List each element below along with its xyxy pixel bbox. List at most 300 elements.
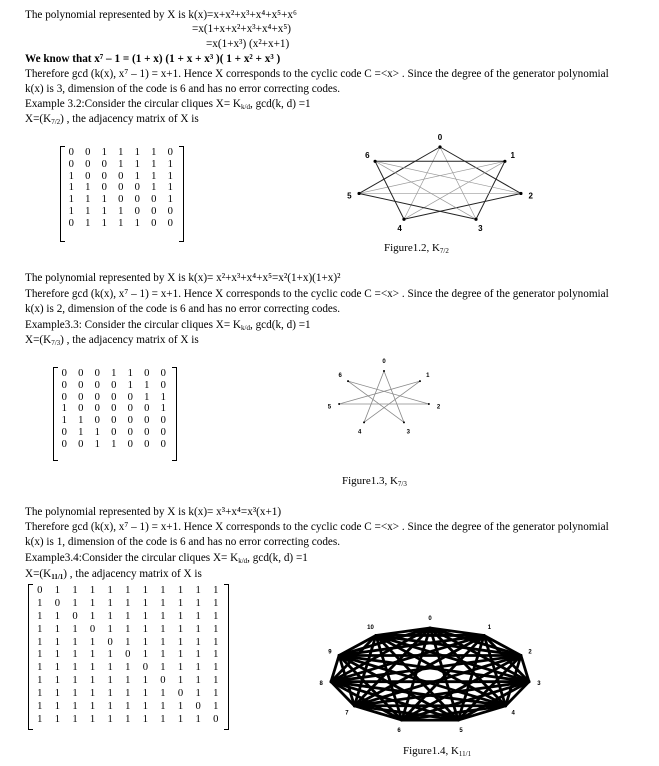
matrix-cell: 1 bbox=[144, 379, 150, 391]
matrix-cell: 1 bbox=[72, 636, 78, 648]
matrix-cell: 1 bbox=[195, 610, 201, 622]
matrix-cell: 0 bbox=[127, 403, 133, 415]
matrix-cell: 1 bbox=[160, 391, 166, 403]
matrix-cell: 1 bbox=[89, 688, 96, 700]
matrix-cell: 1 bbox=[213, 636, 219, 648]
graph-vertex bbox=[474, 218, 477, 221]
matrix-cell: 0 bbox=[94, 415, 100, 427]
matrix-cell: 1 bbox=[195, 662, 201, 674]
vertex-label: 5 bbox=[459, 727, 463, 734]
matrix-cell: 0 bbox=[94, 391, 100, 403]
vertex-label: 2 bbox=[528, 191, 533, 201]
vertex-label: 0 bbox=[382, 359, 386, 366]
matrix-cell: 1 bbox=[125, 623, 131, 635]
matrix-cell: 0 bbox=[111, 379, 117, 391]
matrix-cell: 0 bbox=[68, 147, 74, 158]
matrix-cell: 1 bbox=[160, 623, 166, 635]
matrix-cell: 1 bbox=[107, 688, 113, 700]
graph-vertex bbox=[403, 421, 405, 423]
matrix-cell: 1 bbox=[167, 194, 173, 206]
matrix-cell: 1 bbox=[151, 170, 157, 182]
matrix-cell: 0 bbox=[78, 368, 84, 379]
matrix-cell: 0 bbox=[118, 170, 124, 182]
graph-vertex bbox=[330, 680, 333, 683]
matrix-cell: 1 bbox=[142, 649, 148, 661]
matrix-cell: 1 bbox=[160, 688, 166, 700]
matrix-cell: 1 bbox=[160, 701, 166, 713]
matrix-cell: 1 bbox=[37, 636, 43, 648]
matrix-cell: 0 bbox=[72, 610, 78, 622]
matrix-cell: 1 bbox=[54, 636, 61, 648]
matrix-cell: 1 bbox=[54, 701, 61, 713]
matrix-cell: 0 bbox=[127, 391, 133, 403]
matrix-cell: 1 bbox=[177, 713, 184, 725]
vertex-label: 9 bbox=[328, 649, 332, 656]
matrix-cell: 0 bbox=[142, 662, 148, 674]
matrix-cell: 0 bbox=[160, 675, 166, 687]
matrix-cell: 0 bbox=[94, 403, 100, 415]
matrix-cell: 1 bbox=[72, 688, 78, 700]
matrix-cell: 1 bbox=[89, 585, 96, 596]
matrix-cell: 1 bbox=[160, 610, 166, 622]
matrix-cell: 0 bbox=[144, 426, 150, 438]
matrix-cell: 0 bbox=[167, 147, 173, 158]
matrix-cell: 1 bbox=[213, 688, 219, 700]
vertex-label: 1 bbox=[426, 373, 430, 380]
matrix-cell: 0 bbox=[151, 205, 157, 217]
vertex-label: 0 bbox=[437, 132, 443, 142]
vertex-label: 4 bbox=[511, 710, 515, 717]
matrix-cell: 1 bbox=[213, 623, 219, 635]
matrix-cell: 0 bbox=[61, 379, 67, 391]
matrix-cell: 1 bbox=[68, 182, 74, 194]
matrix-cell: 0 bbox=[61, 438, 67, 450]
equation-line-2: =x(1+x+x²+x³+x⁴+x⁵) bbox=[192, 23, 291, 35]
xdef-line-2: $X=(K_{7/3})$ , the adjacency matrix of X is bbox=[25, 334, 199, 347]
matrix-cell: 0 bbox=[177, 688, 184, 700]
matrix-cell: 0 bbox=[195, 701, 201, 713]
matrix-cell: 1 bbox=[54, 585, 61, 596]
matrix-cell: 1 bbox=[89, 636, 96, 648]
matrix-cell: 1 bbox=[177, 636, 184, 648]
matrix-cell: 1 bbox=[213, 701, 219, 713]
graph-edge bbox=[359, 193, 476, 219]
matrix-cell: 1 bbox=[89, 597, 96, 609]
matrix-cell: 0 bbox=[134, 182, 140, 194]
example-line-1: Example 3.2:Consider the circular cliques $X= K_{k/d}$, gcd(k, d) =1 bbox=[25, 98, 311, 111]
graph-vertex bbox=[338, 654, 341, 657]
matrix-cell: 1 bbox=[37, 675, 43, 687]
gcd-line-1: Therefore gcd (k(x), x⁷ – 1) = x+1. Hence X corresponds to the cyclic code C =<x> . Since the degree of the generator polynomial bbox=[25, 68, 609, 80]
matrix-cell: 0 bbox=[160, 438, 166, 450]
matrix-cell: 1 bbox=[54, 649, 61, 661]
matrix-cell: 1 bbox=[118, 205, 124, 217]
matrix-cell: 1 bbox=[37, 713, 43, 725]
matrix-cell: 0 bbox=[144, 403, 150, 415]
equation-line-3: =x(1+x³) (x²+x+1) bbox=[206, 38, 290, 50]
figure-caption-3: Figure1.4, $K_{11/1}$ bbox=[403, 745, 472, 758]
matrix-cell: 0 bbox=[125, 649, 131, 661]
matrix-cell: 1 bbox=[195, 597, 201, 609]
graph-vertex bbox=[503, 160, 506, 163]
matrix-cell: 1 bbox=[85, 182, 91, 194]
graph-vertex bbox=[383, 370, 385, 372]
matrix-cell: 1 bbox=[94, 438, 100, 450]
matrix-cell: 0 bbox=[167, 205, 173, 217]
matrix-cell: 1 bbox=[89, 649, 96, 661]
matrix-cell: 1 bbox=[177, 623, 184, 635]
matrix-cell: 1 bbox=[142, 636, 148, 648]
matrix-cell: 1 bbox=[107, 649, 113, 661]
graph-edge bbox=[440, 147, 521, 193]
matrix-cell: 0 bbox=[94, 379, 100, 391]
xdef-line-3: $X=(K_{11/1})$ , the adjacency matrix of X is bbox=[25, 568, 202, 581]
graph-vertex bbox=[528, 680, 531, 683]
matrix-cell: 0 bbox=[160, 426, 166, 438]
matrix-cell: 1 bbox=[213, 662, 219, 674]
vertex-label: 6 bbox=[365, 150, 370, 160]
matrix-cell: 1 bbox=[213, 597, 219, 609]
matrix-cell: 0 bbox=[160, 368, 166, 379]
matrix-cell: 1 bbox=[72, 623, 78, 635]
example-line-3: Example3.4:Consider the circular cliques $X= K_{k/d}$, gcd(k, d) =1 bbox=[25, 552, 308, 565]
matrix-cell: 1 bbox=[72, 597, 78, 609]
matrix-cell: 0 bbox=[54, 597, 61, 609]
matrix-cell: 1 bbox=[142, 610, 148, 622]
matrix-cell: 1 bbox=[85, 217, 91, 229]
matrix-cell: 0 bbox=[101, 158, 107, 170]
matrix-cell: 1 bbox=[195, 623, 201, 635]
matrix-cell: 1 bbox=[125, 610, 131, 622]
matrix-cell: 1 bbox=[61, 403, 67, 415]
matrix-cell: 1 bbox=[167, 170, 173, 182]
graph-vertex bbox=[419, 380, 421, 382]
matrix-cell: 1 bbox=[142, 585, 148, 596]
matrix-cell: 1 bbox=[213, 610, 219, 622]
matrix-cell: 0 bbox=[78, 379, 84, 391]
dim-line-3: k(x) is 1, dimension of the code is 6 and has no error correcting codes. bbox=[25, 536, 341, 548]
matrix-cell: 1 bbox=[78, 415, 84, 427]
matrix-cell: 1 bbox=[111, 438, 117, 450]
matrix-cell: 1 bbox=[107, 675, 113, 687]
matrix-cell: 0 bbox=[213, 713, 219, 725]
matrix-cell: 1 bbox=[72, 649, 78, 661]
graph-edge bbox=[359, 147, 440, 193]
matrix-cell: 0 bbox=[107, 636, 113, 648]
dim-line-2: k(x) is 2, dimension of the code is 6 and has no error correcting codes. bbox=[25, 303, 341, 315]
matrix-cell: 1 bbox=[177, 662, 184, 674]
graph-vertex bbox=[429, 627, 432, 630]
matrix-cell: 0 bbox=[160, 379, 166, 391]
vertex-label: 4 bbox=[358, 429, 362, 436]
matrix-cell: 1 bbox=[134, 158, 140, 170]
know-line: We know that x⁷ – 1 = (1 + x) (1 + x + x³ )( 1 + x² + x³ ) bbox=[25, 53, 281, 65]
matrix-cell: 1 bbox=[142, 713, 148, 725]
matrix-cell: 1 bbox=[134, 147, 140, 158]
matrix-cell: 1 bbox=[167, 158, 173, 170]
matrix-cell: 1 bbox=[61, 415, 67, 427]
matrix-cell: 1 bbox=[142, 701, 148, 713]
matrix-cell: 0 bbox=[78, 391, 84, 403]
matrix-cell: 1 bbox=[125, 585, 131, 596]
matrix-cell: 1 bbox=[177, 585, 184, 596]
matrix-cell: 0 bbox=[61, 368, 67, 379]
matrix-cell: 1 bbox=[89, 610, 96, 622]
matrix-cell: 0 bbox=[85, 158, 91, 170]
graph-vertex bbox=[504, 704, 507, 707]
matrix-cell: 1 bbox=[151, 158, 157, 170]
matrix-cell: 0 bbox=[151, 217, 157, 229]
matrix-cell: 1 bbox=[177, 675, 184, 687]
matrix-cell: 1 bbox=[160, 585, 166, 596]
matrix-cell: 0 bbox=[111, 403, 117, 415]
matrix-cell: 1 bbox=[101, 194, 107, 206]
vertex-label: 7 bbox=[345, 710, 349, 717]
matrix-cell: 1 bbox=[107, 597, 113, 609]
matrix-cell: 1 bbox=[142, 688, 148, 700]
matrix-cell: 0 bbox=[144, 368, 150, 379]
matrix-cell: 0 bbox=[37, 585, 43, 596]
matrix-cell: 0 bbox=[85, 170, 91, 182]
matrix-cell: 1 bbox=[167, 182, 173, 194]
graph-vertex bbox=[357, 192, 360, 195]
matrix-cell: 1 bbox=[54, 623, 61, 635]
matrix-cell: 1 bbox=[107, 713, 113, 725]
matrix-cell: 1 bbox=[160, 597, 166, 609]
matrix-cell: 1 bbox=[125, 713, 131, 725]
matrix-cell: 0 bbox=[111, 391, 117, 403]
matrix-cell: 1 bbox=[111, 368, 117, 379]
matrix-cell: 1 bbox=[125, 636, 131, 648]
matrix-cell: 0 bbox=[89, 623, 96, 635]
matrix-cell: 1 bbox=[213, 585, 219, 596]
matrix-cell: 1 bbox=[107, 662, 113, 674]
matrix-cell: 1 bbox=[160, 662, 166, 674]
matrix-cell: 1 bbox=[125, 675, 131, 687]
matrix-cell: 1 bbox=[160, 403, 166, 415]
xdef-line-1: $X=(K_{7/2})$ , the adjacency matrix of X is bbox=[25, 113, 199, 126]
gcd-line-3: Therefore gcd (k(x), x⁷ – 1) = x+1. Hence X corresponds to the cyclic code C =<x> . Since the degree of the generator polynomial bbox=[25, 521, 609, 533]
matrix-cell: 0 bbox=[68, 217, 74, 229]
matrix-cell: 0 bbox=[127, 438, 133, 450]
matrix-cell: 1 bbox=[72, 675, 78, 687]
poly-line-2: The polynomial represented by X is k(x)= x²+x³+x⁴+x⁵=x²(1+x)(1+x)² bbox=[25, 272, 341, 284]
vertex-label: 1 bbox=[487, 625, 492, 632]
matrix-cell: 1 bbox=[37, 662, 43, 674]
vertex-label: 3 bbox=[406, 429, 410, 436]
graph-vertex bbox=[402, 218, 405, 221]
matrix-cell: 0 bbox=[78, 403, 84, 415]
matrix-cell: 0 bbox=[118, 194, 124, 206]
dim-line-1: k(x) is 3, dimension of the code is 6 and has no error correcting codes. bbox=[25, 83, 341, 95]
vertex-label: 6 bbox=[338, 373, 342, 380]
matrix-cell: 1 bbox=[54, 688, 61, 700]
matrix-cell: 1 bbox=[68, 194, 74, 206]
matrix-cell: 1 bbox=[107, 610, 113, 622]
matrix-cell: 1 bbox=[89, 662, 96, 674]
vertex-label: 5 bbox=[327, 404, 332, 411]
matrix-cell: 0 bbox=[118, 182, 124, 194]
matrix-cell: 1 bbox=[195, 649, 201, 661]
matrix-cell: 1 bbox=[134, 217, 140, 229]
graph-edge bbox=[375, 161, 476, 219]
matrix-cell: 1 bbox=[37, 610, 43, 622]
matrix-cell: 0 bbox=[85, 147, 91, 158]
vertex-label: 5 bbox=[347, 191, 352, 201]
graph-edge bbox=[348, 381, 429, 404]
matrix-cell: 1 bbox=[89, 675, 96, 687]
graph-vertex bbox=[483, 634, 486, 637]
matrix-cell: 1 bbox=[85, 205, 91, 217]
matrix-cell: 1 bbox=[195, 713, 201, 725]
matrix-cell: 1 bbox=[177, 701, 184, 713]
matrix-cell: 0 bbox=[134, 205, 140, 217]
gcd-line-2: Therefore gcd (k(x), x⁷ – 1) = x+1. Hence X corresponds to the cyclic code C =<x> . Since the degree of the generator polynomial bbox=[25, 288, 609, 300]
matrix-cell: 1 bbox=[134, 170, 140, 182]
matrix-cell: 1 bbox=[127, 368, 133, 379]
graph-vertex bbox=[375, 634, 378, 637]
matrix-cell: 1 bbox=[213, 675, 219, 687]
vertex-label: 0 bbox=[428, 616, 432, 623]
matrix-cell: 1 bbox=[144, 391, 150, 403]
matrix-cell: 1 bbox=[107, 701, 113, 713]
matrix-cell: 0 bbox=[151, 194, 157, 206]
matrix-cell: 1 bbox=[142, 597, 148, 609]
graph-vertex bbox=[363, 421, 365, 423]
graph-edge bbox=[359, 161, 505, 193]
graph-vertex bbox=[338, 403, 340, 405]
matrix-cell: 0 bbox=[127, 426, 133, 438]
matrix-cell: 1 bbox=[118, 147, 124, 158]
vertex-label: 2 bbox=[528, 649, 532, 656]
matrix-cell: 1 bbox=[101, 217, 107, 229]
matrix-cell: 1 bbox=[107, 585, 113, 596]
vertex-label: 1 bbox=[510, 150, 515, 160]
graph-vertex bbox=[374, 160, 377, 163]
matrix-cell: 1 bbox=[125, 701, 131, 713]
matrix-cell: 0 bbox=[68, 158, 74, 170]
matrix-cell: 1 bbox=[195, 585, 201, 596]
matrix-cell: 0 bbox=[61, 391, 67, 403]
vertex-label: 2 bbox=[436, 404, 441, 411]
graph-vertex bbox=[519, 192, 522, 195]
matrix-cell: 1 bbox=[160, 636, 166, 648]
matrix-cell: 1 bbox=[125, 688, 131, 700]
graph-vertex bbox=[400, 719, 403, 722]
matrix-cell: 1 bbox=[68, 170, 74, 182]
matrix-cell: 1 bbox=[94, 426, 100, 438]
vertex-label: 3 bbox=[478, 224, 483, 234]
matrix-cell: 1 bbox=[54, 713, 61, 725]
matrix-cell: 0 bbox=[101, 170, 107, 182]
matrix-cell: 1 bbox=[107, 623, 113, 635]
matrix-cell: 0 bbox=[167, 217, 173, 229]
figure-caption-1: Figure1.2, $K_{7/2}$ bbox=[384, 242, 449, 255]
matrix-cell: 1 bbox=[142, 623, 148, 635]
matrix-cell: 1 bbox=[151, 182, 157, 194]
matrix-cell: 1 bbox=[72, 713, 78, 725]
matrix-cell: 0 bbox=[111, 415, 117, 427]
matrix-cell: 1 bbox=[195, 675, 201, 687]
matrix-cell: 1 bbox=[160, 713, 166, 725]
matrix-cell: 0 bbox=[144, 438, 150, 450]
matrix-cell: 1 bbox=[54, 675, 61, 687]
poly-line-1: The polynomial represented by X is k(x)=x+x²+x³+x⁴+x⁵+x⁶ bbox=[25, 9, 297, 21]
poly-line-3: The polynomial represented by X is k(x)= x³+x⁴=x³(x+1) bbox=[25, 506, 282, 518]
graph-vertex bbox=[353, 704, 356, 707]
matrix-cell: 1 bbox=[37, 623, 43, 635]
figure-caption-2: Figure1.3, $K_{7/3}$ bbox=[342, 475, 407, 488]
matrix-cell: 1 bbox=[72, 585, 78, 596]
matrix-cell: 0 bbox=[78, 438, 84, 450]
matrix-cell: 1 bbox=[160, 649, 166, 661]
vertex-label: 10 bbox=[367, 625, 374, 632]
matrix-cell: 1 bbox=[125, 662, 131, 674]
vertex-label: 6 bbox=[397, 727, 401, 734]
matrix-cell: 1 bbox=[37, 597, 43, 609]
matrix-cell: 1 bbox=[177, 597, 184, 609]
matrix-cell: 1 bbox=[37, 688, 43, 700]
matrix-cell: 1 bbox=[118, 217, 124, 229]
matrix-cell: 0 bbox=[144, 415, 150, 427]
matrix-cell: 0 bbox=[111, 426, 117, 438]
matrix-cell: 1 bbox=[177, 649, 184, 661]
matrix-cell: 0 bbox=[134, 194, 140, 206]
matrix-cell: 1 bbox=[68, 205, 74, 217]
example-line-2: Example3.3: Consider the circular cliques $X= K_{k/d}$, gcd(k, d) =1 bbox=[25, 319, 311, 332]
vertex-label: 3 bbox=[537, 681, 541, 688]
vertex-label: 8 bbox=[319, 681, 323, 688]
matrix-cell: 1 bbox=[72, 701, 78, 713]
matrix-cell: 1 bbox=[89, 701, 96, 713]
graph-vertex bbox=[428, 403, 430, 405]
matrix-cell: 1 bbox=[85, 194, 91, 206]
graph-edge bbox=[404, 161, 505, 219]
graph-vertex bbox=[438, 145, 441, 148]
matrix-cell: 1 bbox=[101, 147, 107, 158]
matrix-cell: 1 bbox=[37, 701, 43, 713]
matrix-cell: 1 bbox=[195, 688, 201, 700]
matrix-cell: 1 bbox=[101, 205, 107, 217]
matrix-cell: 1 bbox=[54, 610, 61, 622]
matrix-cell: 0 bbox=[61, 426, 67, 438]
matrix-cell: 1 bbox=[37, 649, 43, 661]
vertex-label: 4 bbox=[397, 224, 402, 234]
matrix-cell: 1 bbox=[78, 426, 84, 438]
matrix-cell: 1 bbox=[125, 597, 131, 609]
matrix-cell: 0 bbox=[101, 182, 107, 194]
matrix-cell: 0 bbox=[127, 415, 133, 427]
graph-vertex bbox=[457, 719, 460, 722]
matrix-cell: 1 bbox=[142, 675, 148, 687]
matrix-cell: 1 bbox=[213, 649, 219, 661]
graph-edge bbox=[375, 161, 521, 193]
graph-edge bbox=[404, 193, 521, 219]
matrix-cell: 1 bbox=[72, 662, 78, 674]
graph-edge bbox=[339, 381, 420, 404]
matrix-cell: 1 bbox=[54, 662, 61, 674]
matrix-cell: 1 bbox=[89, 713, 96, 725]
matrix-cell: 1 bbox=[118, 158, 124, 170]
matrix-cell: 1 bbox=[127, 379, 133, 391]
graph-vertex bbox=[347, 380, 349, 382]
matrix-cell: 1 bbox=[195, 636, 201, 648]
matrix-cell: 0 bbox=[160, 415, 166, 427]
matrix-cell: 0 bbox=[94, 368, 100, 379]
matrix-cell: 1 bbox=[177, 610, 184, 622]
graph-vertex bbox=[520, 654, 523, 657]
matrix-cell: 1 bbox=[151, 147, 157, 158]
